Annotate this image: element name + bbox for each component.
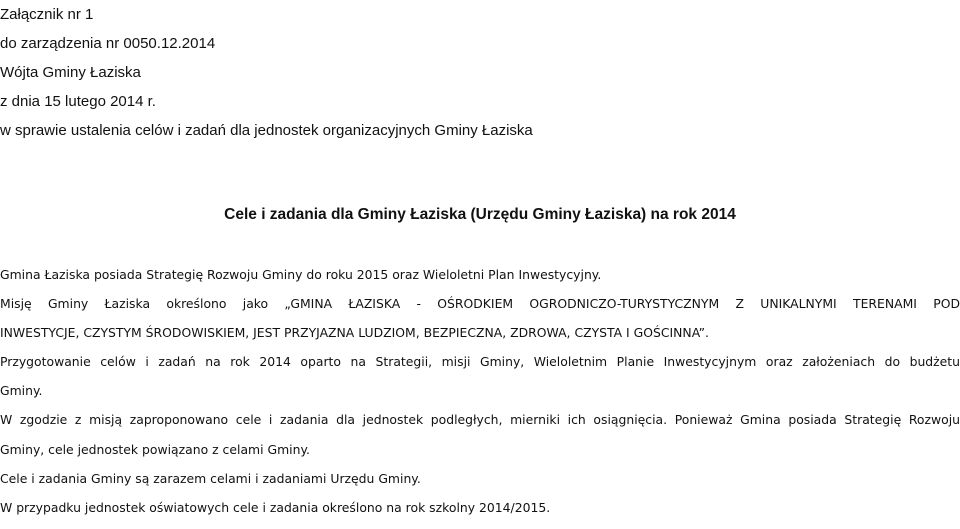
- paragraph-strategy: Gmina Łaziska posiada Strategię Rozwoju Gminy do roku 2015 oraz Wieloletni Plan Inwestycyjny.: [0, 267, 602, 282]
- paragraph-education: W przypadku jednostek oświatowych cele i zadania określono na rok szkolny 2014/2015.: [0, 499, 551, 515]
- order-reference: do zarządzenia nr 0050.12.2014: [0, 35, 216, 52]
- paragraph-mission-line-1: Misję Gminy Łaziska określono jako „GMINA ŁAZISKA - OŚRODKIEM OGRODNICZO-TURYSTYCZNYM Z UNIKALNYMI TERENAMI POD: [0, 296, 960, 312]
- paragraph-accordance-line-1: W zgodzie z misją zaproponowano cele i zadania dla jednostek podległych, mierniki ich osiągnięcia. Ponieważ Gmina posiada Strategię Rozwoju: [0, 412, 960, 428]
- paragraph-accordance-line-2: Gminy, cele jednostek powiązano z celami Gminy.: [0, 441, 310, 457]
- subject-line: w sprawie ustalenia celów i zadań dla jednostek organizacyjnych Gminy Łaziska: [0, 122, 533, 139]
- document-title: Cele i zadania dla Gminy Łaziska (Urzędu Gminy Łaziska) na rok 2014: [224, 206, 736, 223]
- issuer: Wójta Gminy Łaziska: [0, 64, 141, 81]
- document-header: [0, 0, 533, 145]
- paragraph-preparation-line-2: Gminy.: [0, 383, 43, 399]
- paragraph-mission-line-2: INWESTYCJE, CZYSTYM ŚRODOWISKIEM, JEST PRZYJAZNA LUDZIOM, BEZPIECZNA, ZDROWA, CZYSTA I GOŚCINNA”.: [0, 325, 709, 341]
- paragraph-goals: Cele i zadania Gminy są zarazem celami i zadaniami Urzędu Gminy.: [0, 470, 421, 486]
- attachment-label: Załącznik nr 1: [0, 6, 94, 23]
- issue-date: z dnia 15 lutego 2014 r.: [0, 93, 156, 110]
- document-body: [0, 260, 960, 522]
- paragraph-preparation-line-1: Przygotowanie celów i zadań na rok 2014 oparto na Strategii, misji Gminy, Wieloletnim Planie Inwestycyjnym oraz założeniach do budżetu: [0, 354, 960, 370]
